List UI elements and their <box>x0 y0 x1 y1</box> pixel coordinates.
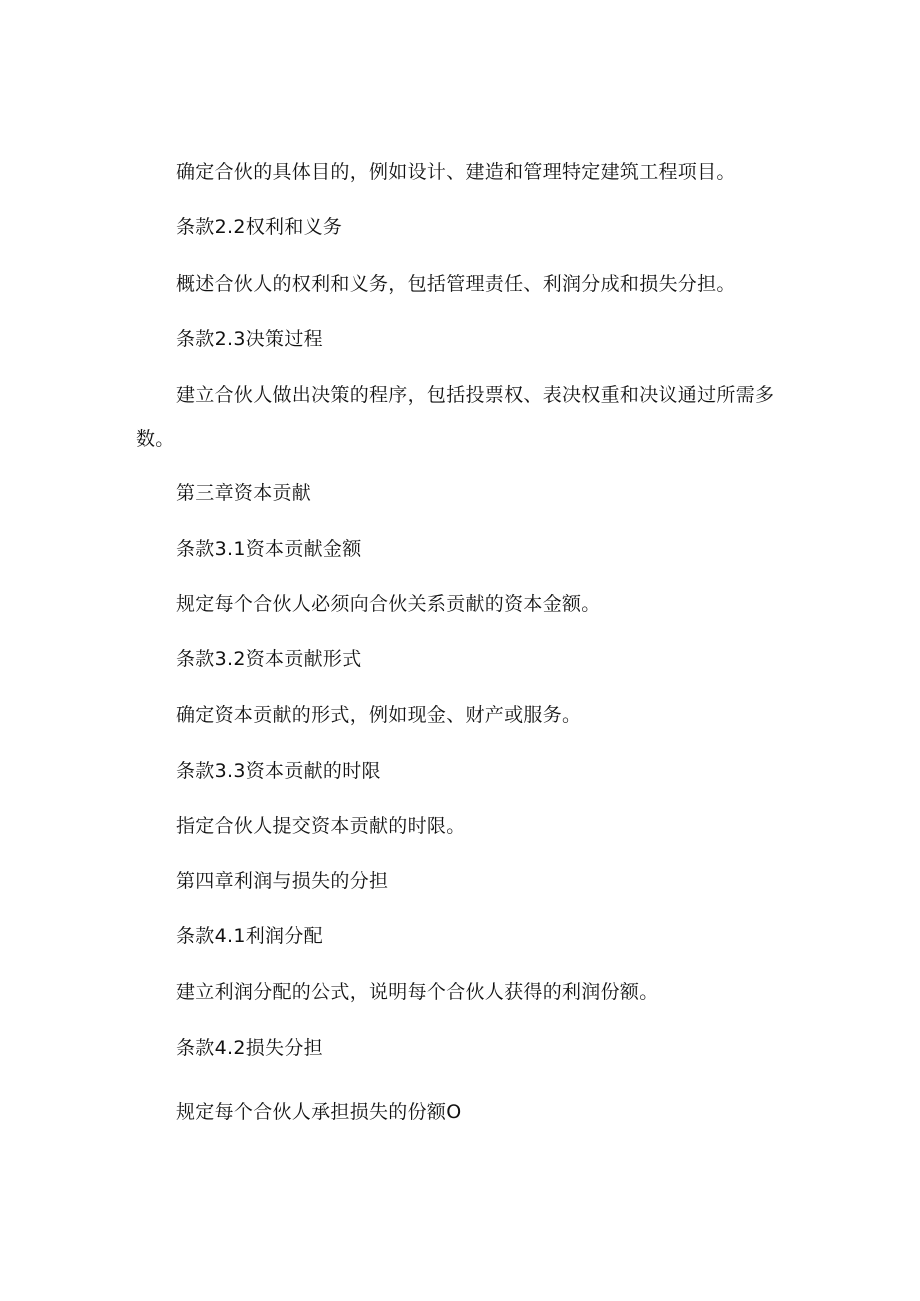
clause-heading-3-3: 条款3.3资本贡献的时限 <box>176 760 381 782</box>
paragraph-capital-form: 确定资本贡献的形式，例如现金、财产或服务。 <box>176 704 582 726</box>
paragraph-capital-deadline: 指定合伙人提交资本贡献的时限。 <box>176 815 466 837</box>
clause-heading-3-1: 条款3.1资本贡献金额 <box>176 538 362 560</box>
paragraph-decision-process: 建立合伙人做出决策的程序，包括投票权、表决权重和决议通过所需多数。 <box>136 384 775 450</box>
clause-heading-2-3: 条款2.3决策过程 <box>176 328 323 350</box>
chapter-heading-3: 第三章资本贡献 <box>176 482 312 504</box>
paragraph-loss-sharing: 规定每个合伙人承担损失的份额O <box>176 1101 462 1123</box>
paragraph-capital-amount: 规定每个合伙人必须向合伙关系贡献的资本金额。 <box>176 593 601 615</box>
paragraph-profit-distribution: 建立利润分配的公式，说明每个合伙人获得的利润份额。 <box>176 981 659 1003</box>
paragraph-purpose: 确定合伙的具体目的，例如设计、建造和管理特定建筑工程项目。 <box>176 161 736 183</box>
paragraph-rights-duties: 概述合伙人的权利和义务，包括管理责任、利润分成和损失分担。 <box>176 273 736 295</box>
clause-heading-4-1: 条款4.1利润分配 <box>176 925 323 947</box>
clause-heading-4-2: 条款4.2损失分担 <box>176 1037 323 1059</box>
clause-heading-2-2: 条款2.2权利和义务 <box>176 216 343 238</box>
clause-heading-3-2: 条款3.2资本贡献形式 <box>176 648 362 670</box>
chapter-heading-4: 第四章利润与损失的分担 <box>176 870 389 892</box>
